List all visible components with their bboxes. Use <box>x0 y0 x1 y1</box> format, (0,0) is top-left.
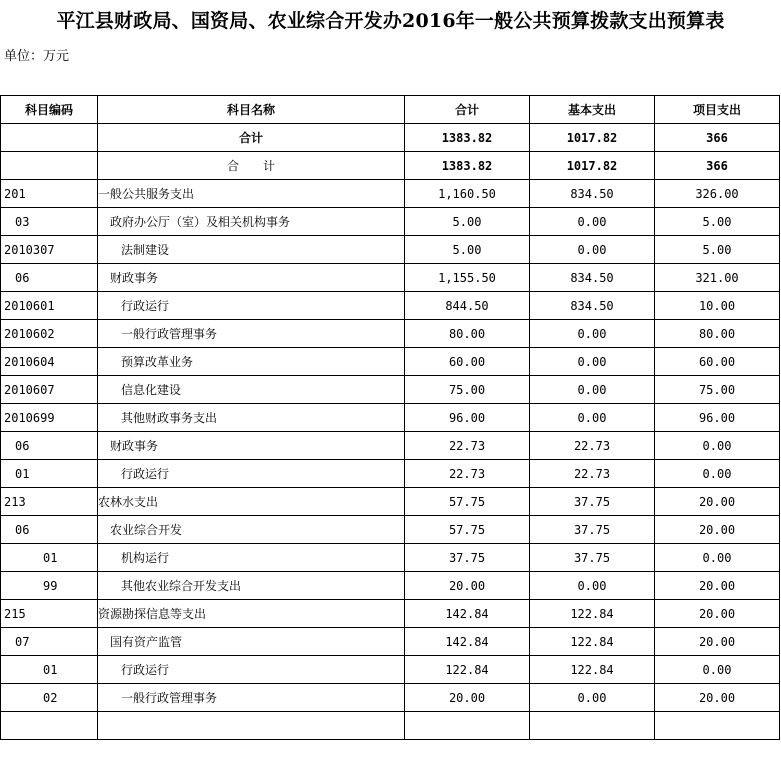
table-row <box>1 684 780 712</box>
cell-code: 215 <box>1 600 98 628</box>
cell-project: 20.00 <box>655 684 780 712</box>
cell-name: 其他财政事务支出 <box>98 404 405 432</box>
cell-project: 10.00 <box>655 292 780 320</box>
cell-basic: 37.75 <box>530 544 655 572</box>
cell-basic: 0.00 <box>530 320 655 348</box>
cell-project: 96.00 <box>655 404 780 432</box>
total-row <box>1 152 780 180</box>
cell-name: 财政事务 <box>98 432 405 460</box>
cell-code: 2010601 <box>1 292 98 320</box>
cell-code: 03 <box>1 208 98 236</box>
empty-cell <box>405 712 530 740</box>
cell-project: 20.00 <box>655 516 780 544</box>
cell-basic: 1017.82 <box>530 124 655 152</box>
cell-total: 1383.82 <box>405 124 530 152</box>
cell-project: 20.00 <box>655 572 780 600</box>
cell-basic: 0.00 <box>530 236 655 264</box>
cell-total: 22.73 <box>405 460 530 488</box>
cell-basic: 0.00 <box>530 348 655 376</box>
header-basic: 基本支出 <box>530 96 655 124</box>
table-row <box>1 376 780 404</box>
cell-project: 80.00 <box>655 320 780 348</box>
cell-basic: 0.00 <box>530 404 655 432</box>
table-row <box>1 236 780 264</box>
cell-code: 2010604 <box>1 348 98 376</box>
cell-project: 5.00 <box>655 236 780 264</box>
cell-basic: 834.50 <box>530 180 655 208</box>
cell-name: 行政运行 <box>98 656 405 684</box>
cell-total: 37.75 <box>405 544 530 572</box>
cell-project: 0.00 <box>655 656 780 684</box>
cell-basic: 22.73 <box>530 432 655 460</box>
table-row <box>1 628 780 656</box>
cell-name: 信息化建设 <box>98 376 405 404</box>
table-row <box>1 488 780 516</box>
cell-name: 国有资产监管 <box>98 628 405 656</box>
cell-code: 213 <box>1 488 98 516</box>
unit-label: 单位：万元 <box>4 49 70 64</box>
cell-basic: 0.00 <box>530 684 655 712</box>
table-row <box>1 656 780 684</box>
cell-total: 20.00 <box>405 572 530 600</box>
cell-basic: 0.00 <box>530 208 655 236</box>
table-row <box>1 516 780 544</box>
cell-name: 农林水支出 <box>98 488 405 516</box>
cell-basic: 122.84 <box>530 656 655 684</box>
header-project: 项目支出 <box>655 96 780 124</box>
cell-project: 5.00 <box>655 208 780 236</box>
cell-name: 法制建设 <box>98 236 405 264</box>
cell-basic: 0.00 <box>530 376 655 404</box>
empty-row <box>1 712 780 740</box>
empty-cell <box>1 712 98 740</box>
table-row <box>1 208 780 236</box>
cell-code <box>1 124 98 152</box>
cell-basic: 834.50 <box>530 292 655 320</box>
cell-code: 01 <box>1 460 98 488</box>
table-row <box>1 180 780 208</box>
cell-total: 122.84 <box>405 656 530 684</box>
total-row <box>1 124 780 152</box>
table-row <box>1 264 780 292</box>
cell-name: 行政运行 <box>98 460 405 488</box>
budget-table <box>0 95 780 740</box>
cell-code <box>1 152 98 180</box>
cell-name: 合 计 <box>98 152 405 180</box>
cell-project: 75.00 <box>655 376 780 404</box>
cell-total: 60.00 <box>405 348 530 376</box>
cell-total: 1,160.50 <box>405 180 530 208</box>
page-title: 平江县财政局、国资局、农业综合开发办2016年一般公共预算拨款支出预算表 <box>56 10 725 32</box>
cell-basic: 22.73 <box>530 460 655 488</box>
cell-total: 5.00 <box>405 236 530 264</box>
cell-total: 22.73 <box>405 432 530 460</box>
cell-project: 60.00 <box>655 348 780 376</box>
cell-code: 2010607 <box>1 376 98 404</box>
cell-total: 80.00 <box>405 320 530 348</box>
cell-name: 合计 <box>98 124 405 152</box>
cell-code: 01 <box>1 656 98 684</box>
cell-total: 57.75 <box>405 488 530 516</box>
header-total: 合计 <box>405 96 530 124</box>
cell-name: 资源勘探信息等支出 <box>98 600 405 628</box>
cell-name: 预算改革业务 <box>98 348 405 376</box>
table-row <box>1 292 780 320</box>
cell-project: 366 <box>655 152 780 180</box>
cell-name: 一般行政管理事务 <box>98 320 405 348</box>
cell-code: 01 <box>1 544 98 572</box>
cell-name: 政府办公厅（室）及相关机构事务 <box>98 208 405 236</box>
cell-project: 20.00 <box>655 628 780 656</box>
cell-code: 07 <box>1 628 98 656</box>
cell-project: 0.00 <box>655 460 780 488</box>
cell-total: 75.00 <box>405 376 530 404</box>
cell-name: 其他农业综合开发支出 <box>98 572 405 600</box>
cell-total: 5.00 <box>405 208 530 236</box>
cell-total: 57.75 <box>405 516 530 544</box>
cell-name: 财政事务 <box>98 264 405 292</box>
cell-code: 201 <box>1 180 98 208</box>
cell-code: 02 <box>1 684 98 712</box>
table-row <box>1 432 780 460</box>
empty-cell <box>98 712 405 740</box>
cell-project: 321.00 <box>655 264 780 292</box>
header-name: 科目名称 <box>98 96 405 124</box>
cell-project: 0.00 <box>655 432 780 460</box>
cell-name: 一般行政管理事务 <box>98 684 405 712</box>
table-row <box>1 572 780 600</box>
cell-basic: 37.75 <box>530 516 655 544</box>
cell-basic: 122.84 <box>530 600 655 628</box>
cell-total: 96.00 <box>405 404 530 432</box>
cell-code: 06 <box>1 516 98 544</box>
cell-total: 1,155.50 <box>405 264 530 292</box>
cell-total: 20.00 <box>405 684 530 712</box>
cell-name: 农业综合开发 <box>98 516 405 544</box>
table-row <box>1 544 780 572</box>
cell-total: 844.50 <box>405 292 530 320</box>
cell-name: 机构运行 <box>98 544 405 572</box>
cell-total: 142.84 <box>405 628 530 656</box>
cell-basic: 0.00 <box>530 572 655 600</box>
cell-name: 一般公共服务支出 <box>98 180 405 208</box>
cell-code: 2010699 <box>1 404 98 432</box>
table-header-row <box>1 96 780 124</box>
cell-basic: 1017.82 <box>530 152 655 180</box>
cell-project: 326.00 <box>655 180 780 208</box>
cell-code: 2010602 <box>1 320 98 348</box>
table-row <box>1 404 780 432</box>
cell-basic: 122.84 <box>530 628 655 656</box>
table-row <box>1 320 780 348</box>
table-row <box>1 600 780 628</box>
empty-cell <box>655 712 780 740</box>
header-code: 科目编码 <box>1 96 98 124</box>
cell-code: 06 <box>1 432 98 460</box>
cell-total: 1383.82 <box>405 152 530 180</box>
cell-basic: 37.75 <box>530 488 655 516</box>
cell-code: 06 <box>1 264 98 292</box>
cell-project: 20.00 <box>655 488 780 516</box>
table-row <box>1 348 780 376</box>
empty-cell <box>530 712 655 740</box>
cell-project: 20.00 <box>655 600 780 628</box>
cell-code: 2010307 <box>1 236 98 264</box>
cell-project: 366 <box>655 124 780 152</box>
table-row <box>1 460 780 488</box>
cell-total: 142.84 <box>405 600 530 628</box>
cell-basic: 834.50 <box>530 264 655 292</box>
cell-name: 行政运行 <box>98 292 405 320</box>
table-body <box>1 124 780 740</box>
cell-project: 0.00 <box>655 544 780 572</box>
cell-code: 99 <box>1 572 98 600</box>
